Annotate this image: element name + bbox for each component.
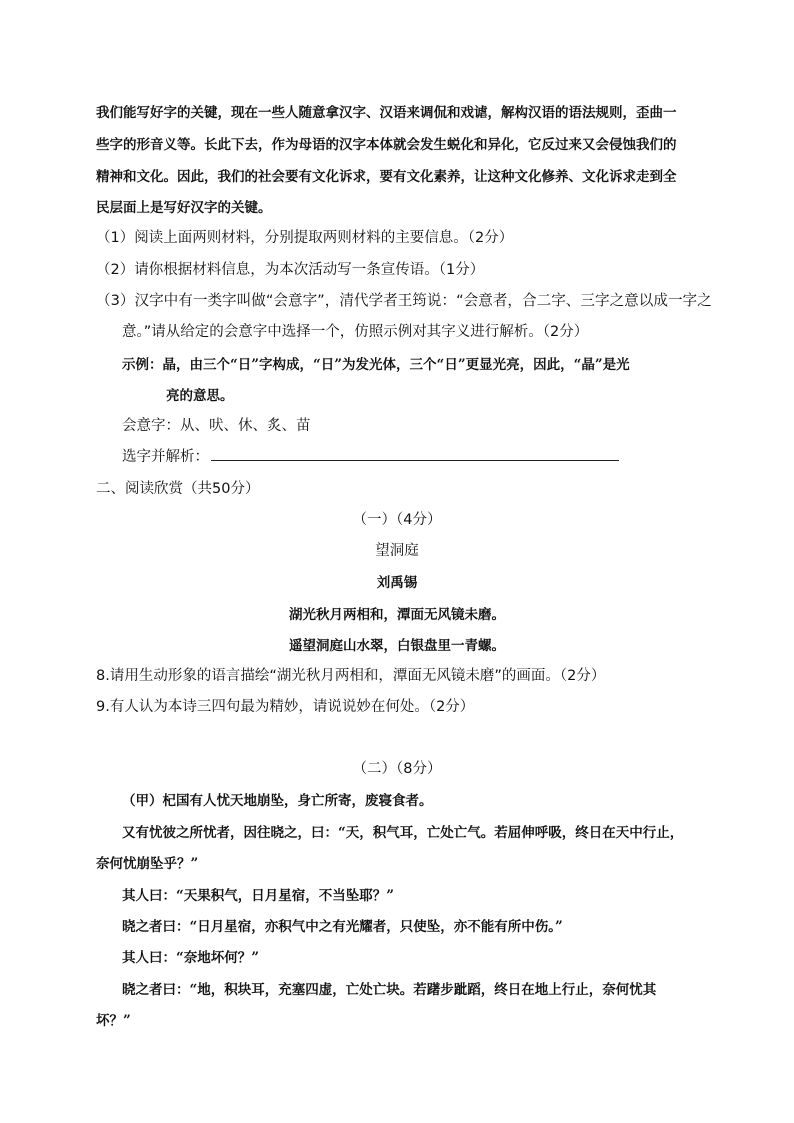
passage-line-4: 民层面上是写好汉字的关键。 (96, 200, 272, 216)
poem-line-1: 湖光秋月两相和，潭面无风镜未磨。 (289, 607, 505, 623)
answer-row (122, 445, 619, 466)
question-9: 9.有人认为本诗三四句最为精妙，请说说妙在何处。（2分） (96, 699, 475, 715)
part-2-heading: （二）（8分） (352, 761, 442, 777)
classical-text-line-3: 奈何忧崩坠乎？” (96, 856, 199, 872)
classical-text-line-2: 又有忧彼之所忧者，因往晓之，曰：“天，积气耳，亡处亡气。若屈伸呼吸，终日在天中行止， (122, 825, 684, 841)
question-3-line-2: 意。”请从给定的会意字中选择一个，仿照示例对其字义进行解析。（2分） (122, 324, 589, 340)
classical-text-line-8: 坏？” (96, 1013, 131, 1029)
poem-author: 刘禹锡 (376, 575, 418, 591)
hui-yi-zi-list: 会意字：从、吠、休、炙、苗 (122, 418, 311, 434)
classical-text-line-5: 晓之者曰：“日月星宿，亦积气中之有光耀者，只使坠，亦不能有所中伤。” (122, 919, 563, 935)
question-1: （1）阅读上面两则材料，分别提取两则材料的主要信息。（2分） (96, 230, 514, 246)
part-1-heading: （一）（4分） (352, 512, 442, 528)
classical-text-line-1: （甲）杞国有人忧天地崩坠，身亡所寄，废寝食者。 (122, 793, 433, 809)
poem-line-2: 遥望洞庭山水翠，白银盘里一青螺。 (289, 638, 505, 654)
passage-line-2: 些字的形音义等。长此下去，作为母语的汉字本体就会发生蜕化和异化，它反过来又会侵蚀我们的 (96, 137, 677, 153)
classical-text-line-4: 其人曰：“天果积气，日月星宿，不当坠耶？” (122, 888, 395, 904)
section-2-title: 二、阅读欣赏（共50分） (96, 481, 260, 497)
question-8: 8.请用生动形象的语言描绘“湖光秋月两相和，潭面无风镜未磨”的画面。（2分） (96, 668, 606, 684)
question-3-line-1: （3）汉字中有一类字叫做“会意字”，清代学者王筠说：“会意者，合二字、三字之意以成一字之 (96, 292, 712, 309)
passage-line-1: 我们能写好字的关键，现在一些人随意拿汉字、汉语来调侃和戏谑，解构汉语的语法规则，歪曲一 (96, 105, 677, 121)
question-2: （2）请你根据材料信息，为本次活动写一条宣传语。（1分） (96, 262, 485, 278)
example-line-2: 亮的意思。 (166, 388, 234, 404)
passage-line-3: 精神和文化。因此，我们的社会要有文化诉求，要有文化素养，让这种文化修养、文化诉求走到全 (96, 169, 677, 185)
answer-label: 选字并解析： (122, 449, 209, 465)
answer-blank[interactable] (211, 448, 619, 461)
example-line-1: 示例：晶，由三个“日”字构成，“日”为发光体，三个“日”更显光亮，因此，“晶”是光 (122, 357, 630, 373)
classical-text-line-7: 晓之者曰：“地，积块耳，充塞四虚，亡处亡块。若躇步跐蹈，终日在地上行止，奈何忧其 (122, 982, 657, 998)
classical-text-line-6: 其人曰：“奈地坏何？” (122, 950, 260, 966)
poem-title: 望洞庭 (375, 543, 419, 559)
